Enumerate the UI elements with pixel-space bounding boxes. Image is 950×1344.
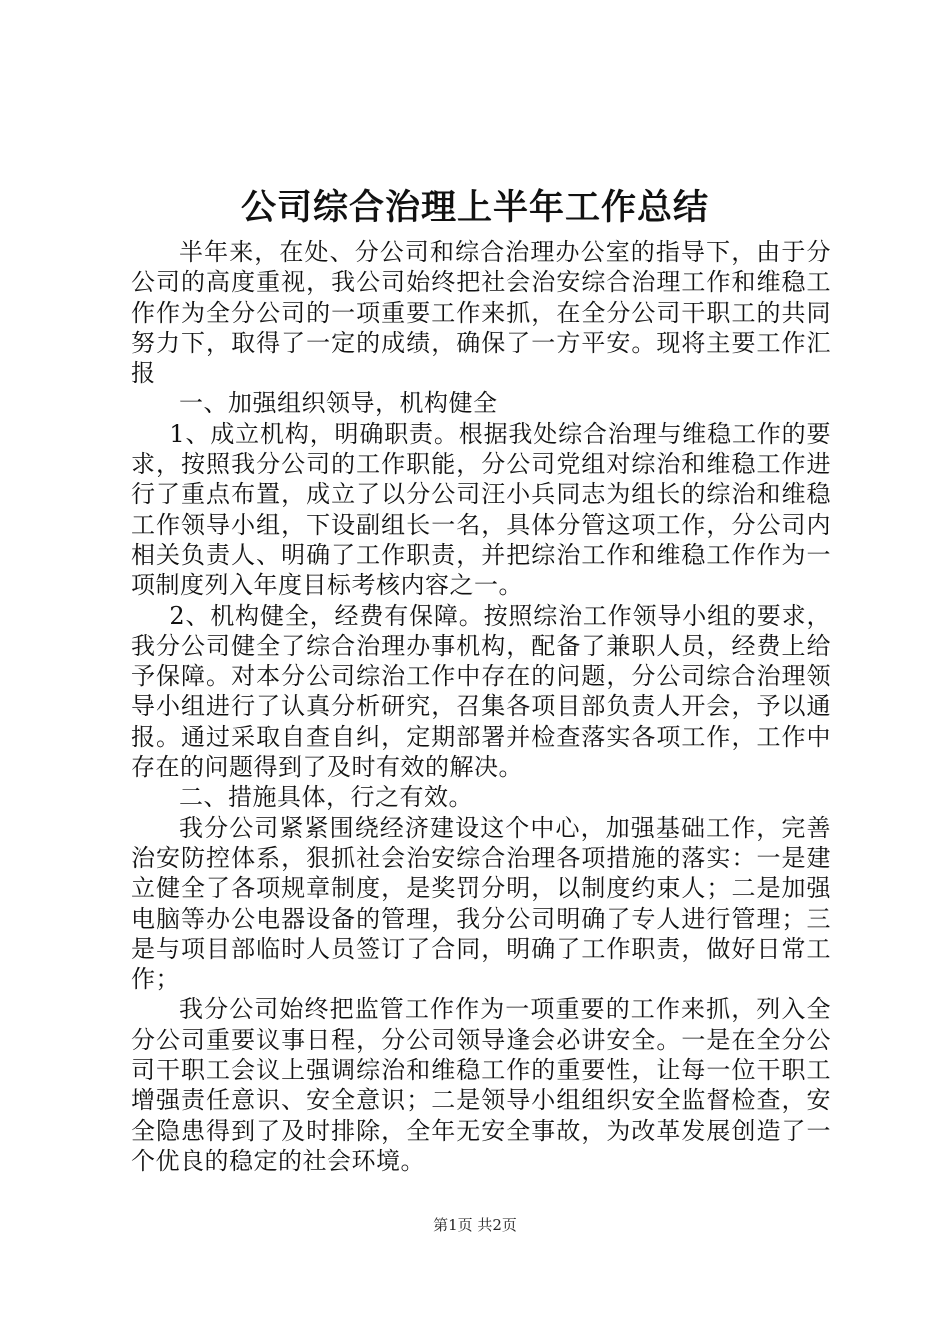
section-heading-1: 一、加强组织领导，机构健全 [179,389,498,418]
intro-paragraph: 半年来，在处、分公司和综合治理办公室的指导下，由于分公司的高度重视，我公司始终把社会治安综合治理工作和维稳工作作为全分公司的一项重要工作来抓，在全分公司干职工的共同努力下，取得了一定的成绩，确保了一方平安。现将主要工作汇报 [131,238,831,388]
page-number: 第1页 [433,1216,473,1234]
page-total: 共2页 [477,1216,517,1234]
paragraph-item-1: 1、成立机构，明确职责。根据我处综合治理与维稳工作的要求，按照我分公司的工作职能，分公司党组对综治和维稳工作进行了重点布置，成立了以分公司汪小兵同志为组长的综治和维稳工作领导小组，下设副组长一名，具体分管这项工作，分公司内相关负责人、明确了工作职责，并把综治工作和维稳工作作为一项制度列入年度目标考核内容之一。 [131,419,831,600]
document-body [131,237,831,1176]
paragraph-item-2: 2、机构健全，经费有保障。按照综治工作领导小组的要求，我分公司健全了综合治理办事机构，配备了兼职人员，经费上给予保障。对本分公司综治工作中存在的问题，分公司综合治理领导小组进行了认真分析研究，召集各项目部负责人开会，予以通报。通过采取自查自纠，定期部署并检查落实各项工作，工作中存在的问题得到了及时有效的解决。 [131,601,831,782]
page-footer [0,1215,950,1235]
section-heading-2: 二、措施具体，行之有效。 [179,783,473,812]
document-title: 公司综合治理上半年工作总结 [240,188,709,228]
measures-paragraph: 我分公司紧紧围绕经济建设这个中心，加强基础工作，完善治安防控体系，狠抓社会治安综合治理各项措施的落实：一是建立健全了各项规章制度，是奖罚分明，以制度约束人；二是加强电脑等办公电器设备的管理，我分公司明确了专人进行管理；三是与项目部临时人员签订了合同，明确了工作职责，做好日常工作； [131,813,831,994]
supervision-paragraph: 我分公司始终把监管工作作为一项重要的工作来抓，列入全分公司重要议事日程，分公司领导逢会必讲安全。一是在全分公司干职工会议上强调综治和维稳工作的重要性，让每一位干职工增强责任意识、安全意识；二是领导小组组织安全监督检查，安全隐患得到了及时排除，全年无安全事故，为改革发展创造了一个优良的稳定的社会环境。 [131,995,831,1175]
